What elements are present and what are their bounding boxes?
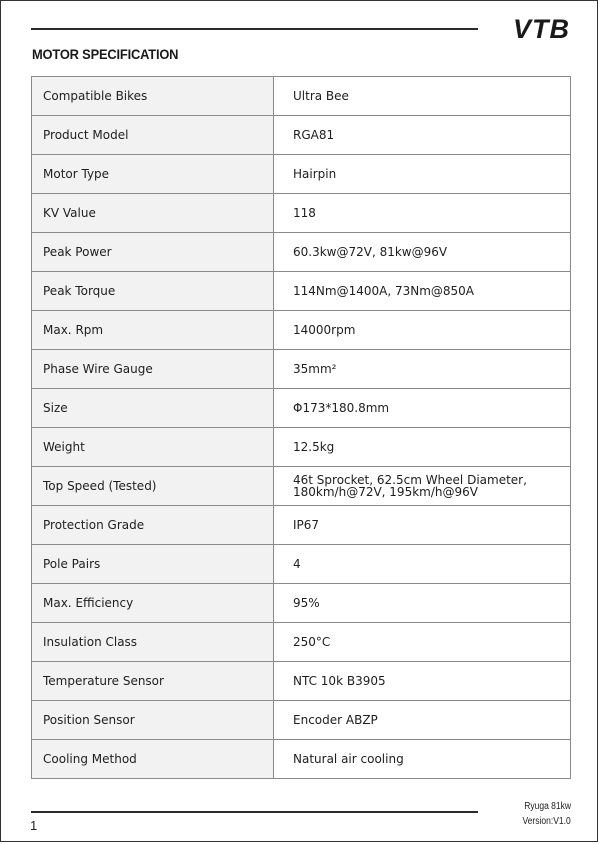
- spec-value: 14000rpm: [274, 311, 571, 350]
- spec-label: Position Sensor: [32, 701, 274, 740]
- footer-rule: [31, 811, 478, 813]
- table-row: [32, 272, 571, 311]
- spec-label: Size: [32, 389, 274, 428]
- table-row: [32, 194, 571, 233]
- table-row: [32, 311, 571, 350]
- footer-model-name: Ryuga 81kw: [524, 801, 571, 812]
- spec-value: Φ173*180.8mm: [274, 389, 571, 428]
- table-row: [32, 389, 571, 428]
- spec-label: Peak Power: [32, 233, 274, 272]
- spec-label: Phase Wire Gauge: [32, 350, 274, 389]
- spec-value: 4: [274, 545, 571, 584]
- spec-value-line: 46t Sprocket, 62.5cm Wheel Diameter,: [293, 473, 527, 487]
- brand-logo: VTB: [513, 14, 570, 44]
- spec-value: 12.5kg: [274, 428, 571, 467]
- spec-label: Insulation Class: [32, 623, 274, 662]
- table-row: [32, 155, 571, 194]
- spec-value: Ultra Bee: [274, 77, 571, 116]
- table-row: [32, 428, 571, 467]
- table-row: [32, 623, 571, 662]
- spec-label: Protection Grade: [32, 506, 274, 545]
- table-row: [32, 467, 571, 506]
- table-row: [32, 584, 571, 623]
- spec-label: Top Speed (Tested): [32, 467, 274, 506]
- table-row: [32, 350, 571, 389]
- spec-value: 35mm²: [274, 350, 571, 389]
- table-row: [32, 116, 571, 155]
- spec-label: Temperature Sensor: [32, 662, 274, 701]
- spec-label: Pole Pairs: [32, 545, 274, 584]
- spec-label: Motor Type: [32, 155, 274, 194]
- spec-value: RGA81: [274, 116, 571, 155]
- spec-label: Max. Efficiency: [32, 584, 274, 623]
- table-row: [32, 233, 571, 272]
- spec-label: Peak Torque: [32, 272, 274, 311]
- spec-value-line: 180km/h@72V, 195km/h@96V: [293, 485, 478, 499]
- spec-value: IP67: [274, 506, 571, 545]
- spec-value: NTC 10k B3905: [274, 662, 571, 701]
- spec-label: Compatible Bikes: [32, 77, 274, 116]
- table-row: [32, 506, 571, 545]
- spec-label: Product Model: [32, 116, 274, 155]
- spec-value: 95%: [274, 584, 571, 623]
- table-row: [32, 740, 571, 779]
- spec-value: 60.3kw@72V, 81kw@96V: [274, 233, 571, 272]
- header-rule: [31, 28, 478, 30]
- table-row: [32, 662, 571, 701]
- spec-value: 114Nm@1400A, 73Nm@850A: [274, 272, 571, 311]
- table-row: [32, 77, 571, 116]
- spec-table: [31, 76, 571, 779]
- footer-version: Version:V1.0: [522, 816, 571, 827]
- spec-value: [274, 467, 571, 506]
- spec-label: Max. Rpm: [32, 311, 274, 350]
- spec-label: Weight: [32, 428, 274, 467]
- spec-value: Natural air cooling: [274, 740, 571, 779]
- spec-value: 250°C: [274, 623, 571, 662]
- table-row: [32, 701, 571, 740]
- spec-value: 118: [274, 194, 571, 233]
- section-title: MOTOR SPECIFICATION: [32, 46, 179, 62]
- spec-label: KV Value: [32, 194, 274, 233]
- table-row: [32, 545, 571, 584]
- spec-value: Encoder ABZP: [274, 701, 571, 740]
- spec-label: Cooling Method: [32, 740, 274, 779]
- spec-value: Hairpin: [274, 155, 571, 194]
- page-number: 1: [30, 818, 38, 833]
